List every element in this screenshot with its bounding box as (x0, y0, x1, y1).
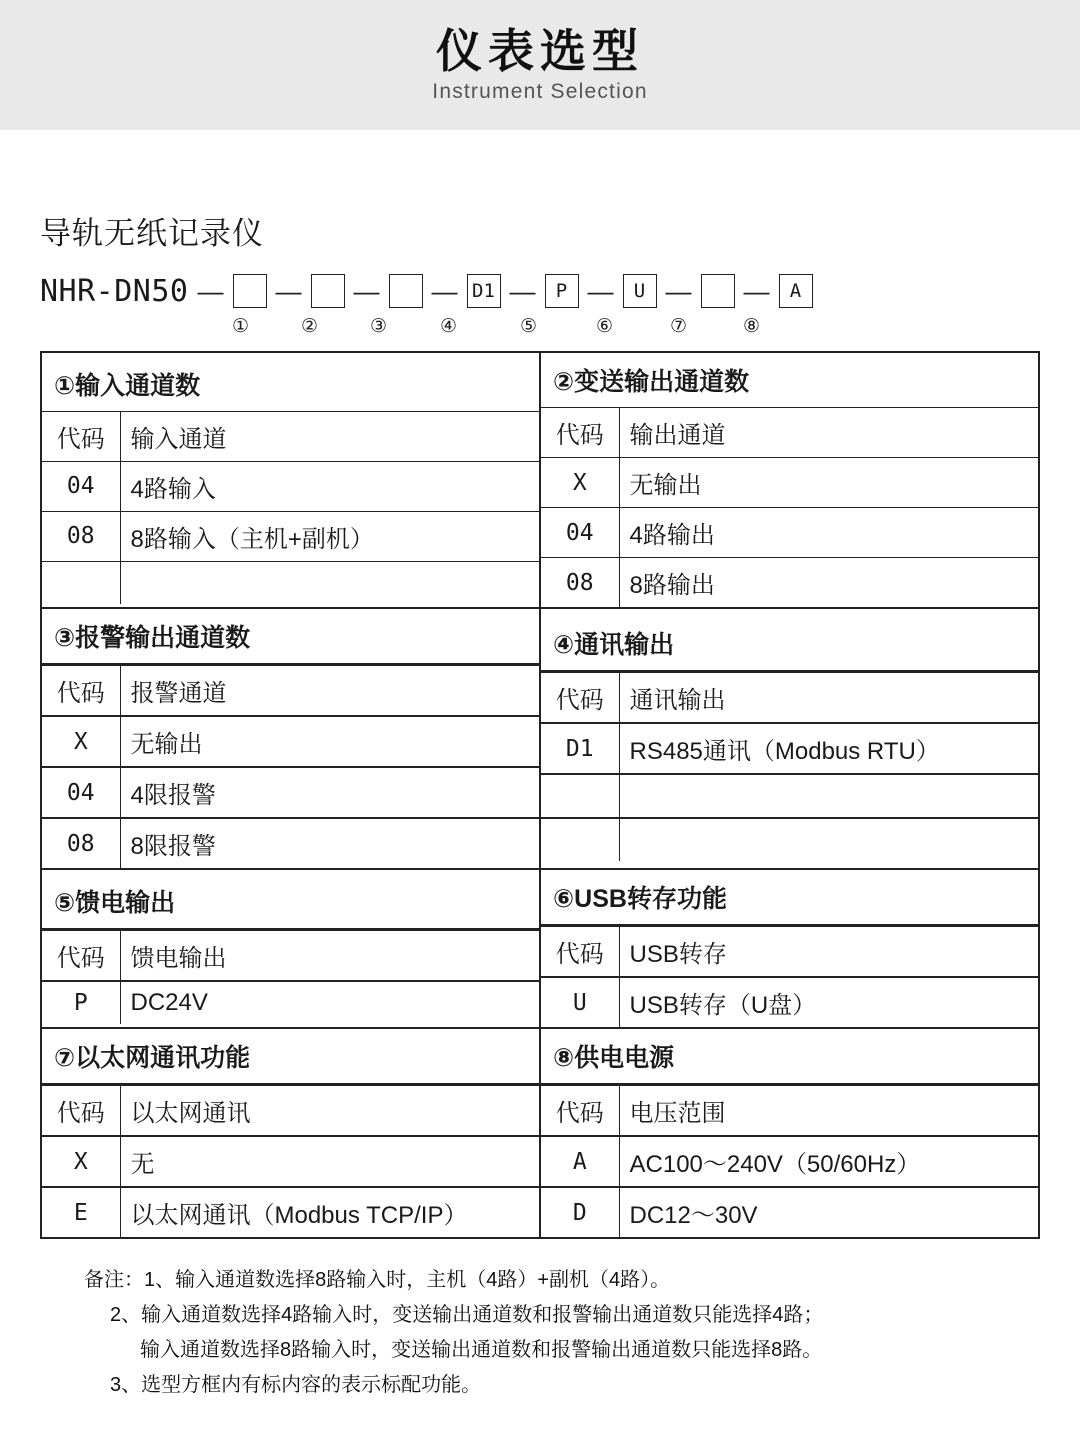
page-header (0, 0, 1080, 130)
code-box-1[interactable] (233, 274, 267, 308)
section-1-spacer-code (42, 561, 120, 604)
section-2-row-2-desc: 8路输出 (629, 572, 715, 599)
section-1-row-1-desc: 8路输入（主机+副机） (120, 511, 539, 561)
table-row (41, 869, 1039, 1028)
section-4-spacer2-code (541, 818, 619, 861)
model-dash: — (275, 275, 302, 306)
page-title-en: Instrument Selection (432, 80, 648, 104)
table-row (41, 1028, 1039, 1238)
table-row (42, 1085, 539, 1136)
table-row (41, 352, 1039, 608)
section-8-row-0-code: A (541, 1136, 619, 1187)
section-1-row-0-desc: 4路输入 (120, 461, 539, 511)
section-1-title: ①输入通道数 (42, 357, 539, 412)
section-1-col-desc: 输入通道 (120, 412, 539, 462)
table-row (541, 458, 1038, 508)
index-marker-5: ⑤ (520, 316, 538, 337)
code-box-4[interactable]: D1 (467, 274, 501, 308)
section-1-spacer-desc (120, 561, 539, 604)
table-row (541, 672, 1038, 723)
table-row (541, 977, 1038, 1027)
index-marker-6: ⑥ (596, 316, 614, 337)
section-1-row-1-code: 08 (42, 511, 120, 561)
section-3-col-desc: 报警通道 (120, 665, 539, 716)
section-7-col-code: 代码 (42, 1085, 120, 1136)
section-2-row-0-desc: 无输出 (619, 458, 1038, 508)
notes-line-1 (84, 1263, 1040, 1298)
table-row (42, 981, 539, 1024)
table-row-spacer (42, 561, 539, 604)
section-8-title: ⑧供电电源 (541, 1029, 1038, 1084)
section-2 (540, 352, 1039, 608)
section-8-row-1-code: D (541, 1187, 619, 1237)
model-code-row (40, 271, 1040, 311)
section-3-row-2-desc: 8限报警 (120, 818, 539, 868)
page-title-cn: 仪表选型 (436, 24, 644, 77)
code-box-8[interactable]: A (779, 274, 813, 308)
table-row (541, 926, 1038, 977)
index-marker-1: ① (232, 316, 250, 337)
section-6-row-0-code: U (541, 977, 619, 1027)
section-5-col-code: 代码 (42, 930, 120, 981)
model-dash: — (743, 275, 770, 306)
section-3-row-0-code: X (42, 716, 120, 767)
section-4-col-desc: 通讯输出 (619, 672, 1038, 723)
section-7-row-1-code: E (42, 1187, 120, 1237)
code-box-2[interactable] (311, 274, 345, 308)
section-1-col-code: 代码 (42, 412, 120, 462)
table-row (541, 508, 1038, 558)
section-5-col-desc: 馈电输出 (120, 930, 539, 981)
section-4-title: ④通讯输出 (541, 616, 1038, 671)
section-7 (41, 1028, 540, 1238)
section-6 (540, 869, 1039, 1028)
section-3-title: ③报警输出通道数 (42, 609, 539, 664)
section-7-row-0-code: X (42, 1136, 120, 1187)
section-3-row-0-desc: 无输出 (120, 716, 539, 767)
section-6-table (541, 925, 1038, 1027)
table-row (42, 412, 539, 462)
section-2-row-1-code: 04 (541, 508, 619, 558)
section-7-title: ⑦以太网通讯功能 (42, 1029, 539, 1084)
code-box-3[interactable] (389, 274, 423, 308)
table-row (541, 1085, 1038, 1136)
table-row (42, 716, 539, 767)
model-dash: — (509, 275, 536, 306)
section-8-col-desc: 电压范围 (619, 1085, 1038, 1136)
section-6-col-code: 代码 (541, 926, 619, 977)
section-4-row-0-code: D1 (541, 723, 619, 774)
product-name: 导轨无纸记录仪 (40, 216, 264, 251)
section-4-col-code: 代码 (541, 672, 619, 723)
table-row (541, 1187, 1038, 1237)
section-6-col-desc: USB转存 (619, 926, 1038, 977)
section-3-row-1-desc: 4限报警 (120, 767, 539, 818)
model-dash: — (587, 275, 614, 306)
section-3 (41, 608, 540, 869)
notes-block (40, 1263, 1040, 1403)
notes-line-2: 2、输入通道数选择4路输入时，变送输出通道数和报警输出通道数只能选择4路； (110, 1304, 824, 1326)
section-4-spacer-desc (619, 774, 1038, 818)
notes-line-4: 3、选型方框内有标内容的表示标配功能。 (110, 1374, 482, 1396)
model-dash: — (197, 275, 224, 306)
section-2-row-2-code: 08 (541, 558, 619, 608)
section-8-row-0-desc: AC100～240V（50/60Hz） (619, 1136, 1038, 1187)
table-row (541, 1136, 1038, 1187)
section-7-col-desc: 以太网通讯 (120, 1085, 539, 1136)
table-row (42, 1136, 539, 1187)
section-5-row-0-desc: DC24V (120, 981, 539, 1024)
index-marker-2: ② (301, 316, 319, 337)
section-8 (540, 1028, 1039, 1238)
section-2-row-1-desc: 4路输出 (619, 508, 1038, 558)
table-row (42, 461, 539, 511)
section-4-table (541, 671, 1038, 861)
model-dash: — (353, 275, 380, 306)
table-row (541, 558, 1038, 608)
section-8-table (541, 1084, 1038, 1237)
index-marker-4: ④ (440, 316, 458, 337)
table-row (42, 1187, 539, 1237)
table-row (41, 608, 1039, 869)
table-row (541, 723, 1038, 774)
section-1-table (42, 412, 539, 604)
table-row (42, 511, 539, 561)
table-row-spacer (541, 818, 1038, 861)
section-2-col-desc: 输出通道 (619, 408, 1038, 458)
code-box-7[interactable] (701, 274, 735, 308)
section-2-col-code: 代码 (541, 408, 619, 458)
index-marker-7: ⑦ (670, 316, 688, 337)
section-6-title: ⑥USB转存功能 (541, 870, 1038, 925)
section-7-row-0-desc: 无 (120, 1136, 539, 1187)
model-dash: — (431, 275, 458, 306)
index-marker-3: ③ (370, 316, 388, 337)
section-8-col-code: 代码 (541, 1085, 619, 1136)
index-marker-8: ⑧ (743, 316, 761, 337)
section-2-table (541, 408, 1038, 607)
section-4 (540, 608, 1039, 869)
section-1-row-0-code: 04 (42, 461, 120, 511)
section-7-row-1-desc: 以太网通讯（Modbus TCP/IP） (120, 1187, 539, 1237)
section-4-spacer2-desc (619, 818, 1038, 861)
model-prefix: NHR-DN50 (40, 273, 189, 309)
table-row (42, 818, 539, 868)
code-box-6[interactable]: U (623, 274, 657, 308)
section-6-row-0-desc: USB转存（U盘） (619, 977, 1038, 1027)
section-5-table (42, 929, 539, 1024)
section-5-title: ⑤馈电输出 (42, 874, 539, 929)
table-row (42, 665, 539, 716)
table-row-spacer (541, 774, 1038, 818)
section-4-spacer-code (541, 774, 619, 818)
section-2-row-0-code: X (541, 458, 619, 508)
notes-item-1: 1、输入通道数选择8路输入时，主机（4路）+副机（4路）。 (144, 1269, 671, 1291)
section-5 (41, 869, 540, 1028)
table-row (42, 930, 539, 981)
notes-label: 备注： (84, 1269, 144, 1291)
index-marker-row (40, 315, 1040, 341)
section-3-col-code: 代码 (42, 665, 120, 716)
section-5-row-0-code: P (42, 981, 120, 1024)
table-row (541, 408, 1038, 458)
section-4-row-0-desc: RS485通讯（Modbus RTU） (619, 723, 1038, 774)
section-3-table (42, 664, 539, 868)
model-dash: — (665, 275, 692, 306)
section-7-table (42, 1084, 539, 1237)
table-row (42, 767, 539, 818)
section-2-title: ②变送输出通道数 (541, 353, 1038, 408)
section-3-row-2-code: 08 (42, 818, 120, 868)
section-8-row-1-desc: DC12～30V (619, 1187, 1038, 1237)
selection-table (40, 351, 1040, 1239)
section-1 (41, 352, 540, 608)
section-3-row-1-code: 04 (42, 767, 120, 818)
notes-line-3: 输入通道数选择8路输入时，变送输出通道数和报警输出通道数只能选择8路。 (140, 1339, 823, 1361)
code-box-5[interactable]: P (545, 274, 579, 308)
